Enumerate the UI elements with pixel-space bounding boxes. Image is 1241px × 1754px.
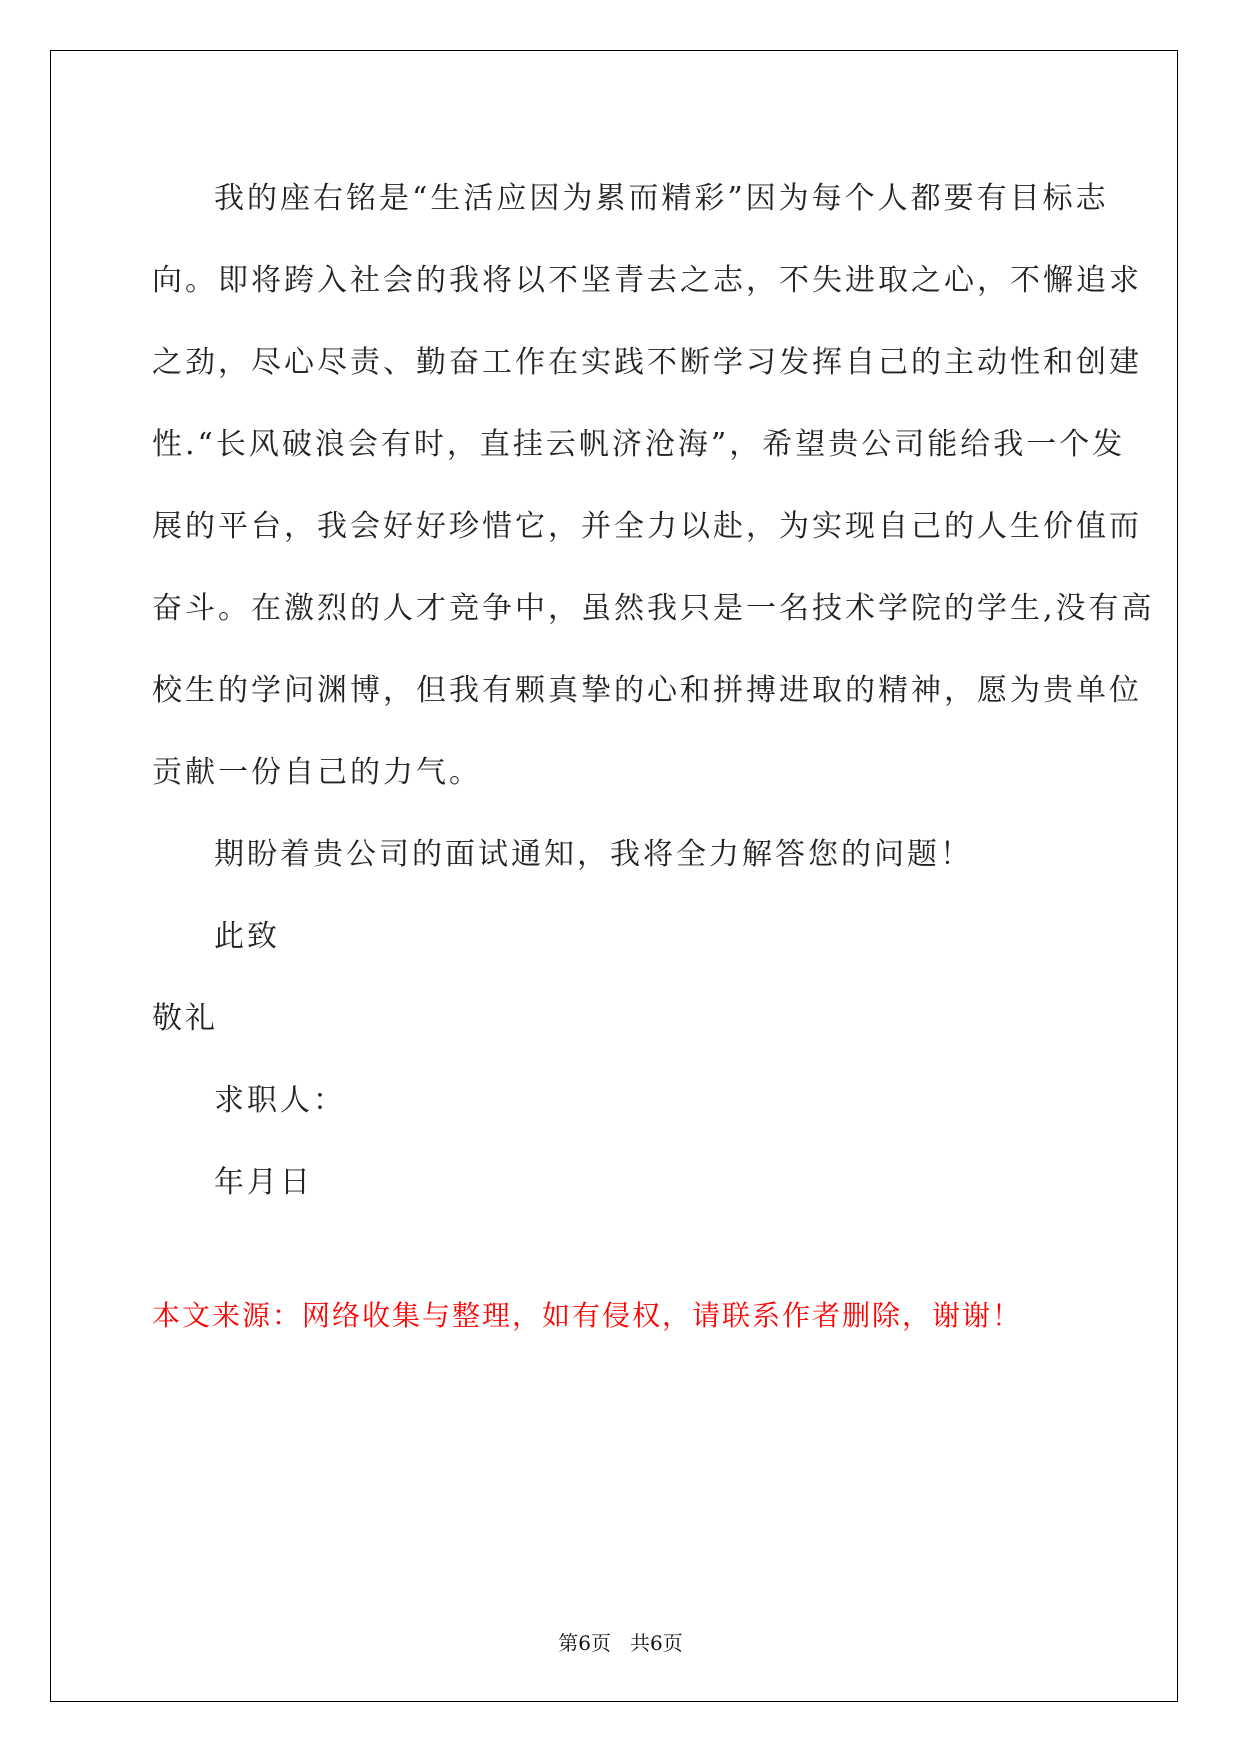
paragraph-line: 向。即将跨入社会的我将以不坚青去之志，不失进取之心，不懈追求 (152, 263, 1142, 298)
page-number-current: 第6页 (558, 1631, 611, 1655)
paragraph-line: 之劲，尽心尽责、勤奋工作在实践不断学习发挥自己的主动性和创建 (152, 345, 1142, 380)
closing-paragraph: 期盼着贵公司的面试通知，我将全力解答您的问题！ (214, 837, 973, 872)
letter-body (152, 158, 1155, 1224)
salutation-cizhi: 此致 (214, 919, 280, 954)
salutation-jingli: 敬礼 (152, 1001, 218, 1036)
paragraph-line: 我的座右铭是“生活应因为累而精彩”因为每个人都要有目标志 (214, 181, 1109, 216)
paragraph-line: 性.“长风破浪会有时，直挂云帆济沧海”，希望贵公司能给我一个发 (152, 427, 1126, 462)
paragraph-motto (152, 158, 1155, 814)
copyright-notice: 本文来源：网络收集与整理，如有侵权，请联系作者删除，谢谢！ (152, 1299, 1023, 1332)
signature-label: 求职人： (214, 1083, 346, 1118)
date-label: 年月日 (214, 1165, 313, 1200)
paragraph-line: 贡献一份自己的力气。 (152, 755, 482, 790)
page-number-total: 共6页 (630, 1631, 683, 1655)
paragraph-line: 展的平台，我会好好珍惜它，并全力以赴，为实现自己的人生价值而 (152, 509, 1142, 544)
paragraph-line: 校生的学问渊博，但我有颗真挚的心和拼搏进取的精神，愿为贵单位 (152, 673, 1142, 708)
paragraph-line: 奋斗。在激烈的人才竞争中，虽然我只是一名技术学院的学生,没有高 (152, 591, 1155, 626)
page-footer (0, 1627, 1241, 1656)
